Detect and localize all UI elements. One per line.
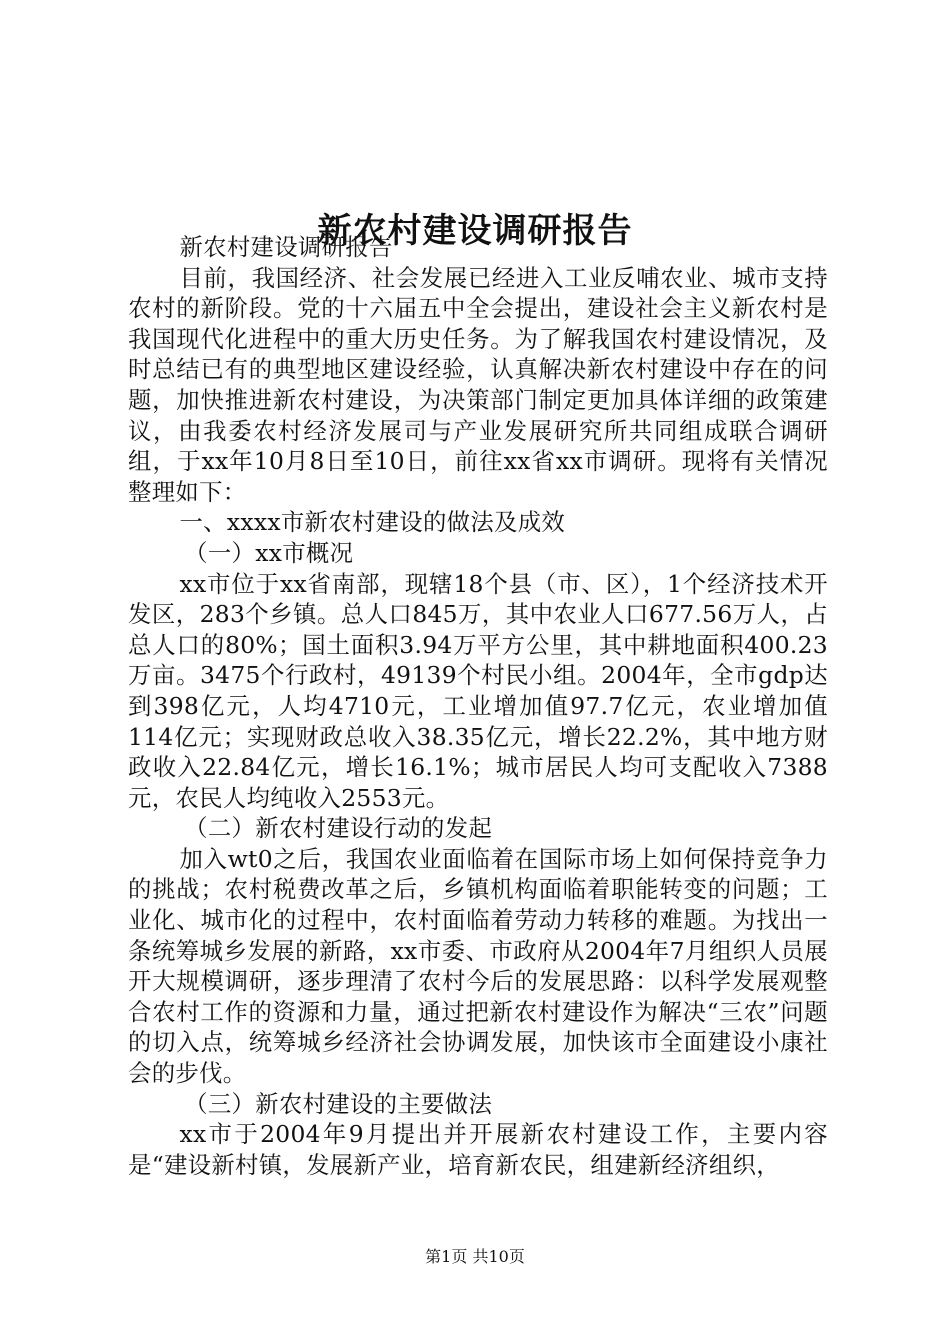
page-total: 共10页 xyxy=(472,1247,525,1266)
page-footer xyxy=(0,1246,950,1268)
page-number: 第1页 xyxy=(425,1247,468,1266)
document-body xyxy=(128,232,828,1180)
overview-paragraph: xx市位于xx省南部，现辖18个县（市、区），1个经济技术开发区，283个乡镇。总人口845万，其中农业人口677.56万人，占总人口的80%；国土面积3.94万平方公里，其中耕地面积400.23万亩。3475个行政村，49139个村民小组。2004年，全市gdp达到398亿元，人均4710元，工业增加值97.7亿元，农业增加值114亿元；实现财政总收入38.35亿元，增长22.2%，其中地方财政收入22.84亿元，增长16.1%；城市居民人均可支配收入7388元，农民人均纯收入2553元。 xyxy=(128,569,828,812)
section-heading-1: 一、xxxx市新农村建设的做法及成效 xyxy=(179,508,566,537)
subtitle-paragraph: 新农村建设调研报告 xyxy=(179,233,393,261)
subsection-heading-1: （一）xx市概况 xyxy=(184,538,354,567)
intro-paragraph: 目前，我国经济、社会发展已经进入工业反哺农业、城市支持农村的新阶段。党的十六届五中全会提出，建设社会主义新农村是我国现代化进程中的重大历史任务。为了解我国农村建设情况，及时总结已有的典型地区建设经验，认真解决新农村建设中存在的问题，加快推进新农村建设，为决策部门制定更加具体详细的政策建议，由我委农村经济发展司与产业发展研究所共同组成联合调研组，于xx年10月8日至10日，前往xx省xx市调研。现将有关情况整理如下： xyxy=(128,263,828,506)
initiation-paragraph: 加入wt0之后，我国农业面临着在国际市场上如何保持竞争力的挑战；农村税费改革之后，乡镇机构面临着职能转变的问题；工业化、城市化的过程中，农村面临着劳动力转移的难题。为找出一条统筹城乡发展的新路，xx市委、市政府从2004年7月组织人员展开大规模调研，逐步理清了农村今后的发展思路：以科学发展观整合农村工作的资源和力量，通过把新农村建设作为解决“三农”问题的切入点，统筹城乡经济社会协调发展，加快该市全面建设小康社会的步伐。 xyxy=(128,844,828,1088)
practice-paragraph: xx市于2004年9月提出并开展新农村建设工作，主要内容是“建设新村镇，发展新产业，培育新农民，组建新经济组织， xyxy=(128,1120,828,1179)
document-title: 新农村建设调研报告 xyxy=(317,210,633,251)
subsection-heading-2: （二）新农村建设行动的发起 xyxy=(184,814,493,843)
subsection-heading-3: （三）新农村建设的主要做法 xyxy=(184,1089,493,1118)
